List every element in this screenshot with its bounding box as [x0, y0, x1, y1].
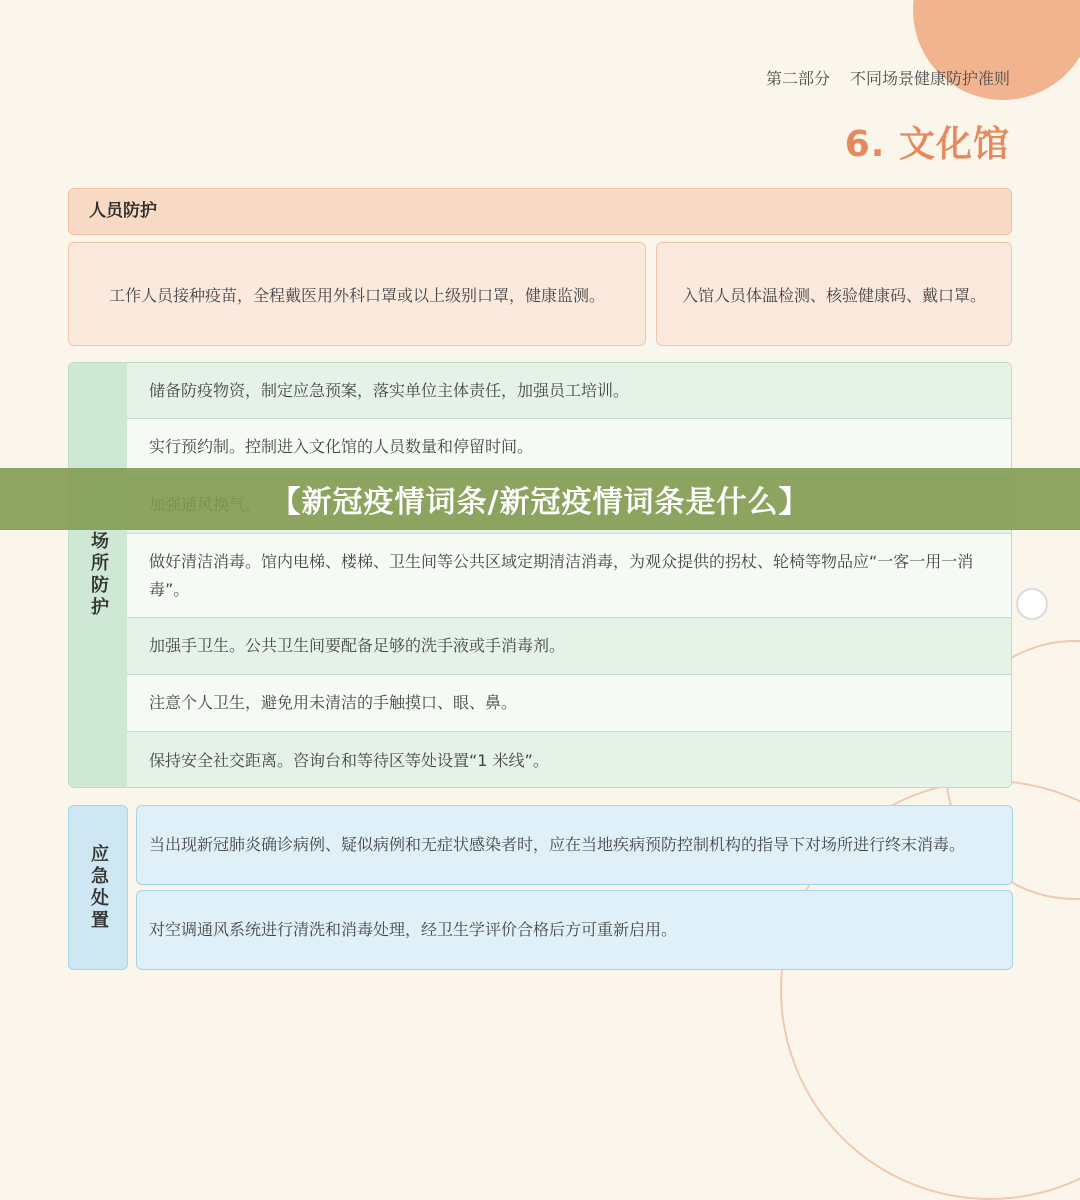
emergency-row: 对空调通风系统进行清洗和消毒处理，经卫生学评价合格后方可重新启用。 — [136, 890, 1013, 970]
venue-protection-label: 场所防护 — [88, 531, 109, 619]
title-banner: 【新冠疫情词条/新冠疫情词条是什么】 — [0, 468, 1080, 530]
emergency-row: 当出现新冠肺炎确诊病例、疑似病例和无症状感染者时，应在当地疾病预防控制机构的指导下对场所进行终末消毒。 — [136, 805, 1013, 885]
venue-protection-panel — [68, 362, 1012, 788]
part-label: 第二部分 — [765, 69, 830, 88]
decorative-ring — [1016, 588, 1048, 620]
emergency-response-label-box — [68, 805, 128, 970]
venue-row: 储备防疫物资，制定应急预案，落实单位主体责任，加强员工培训。 — [127, 363, 1011, 419]
personnel-card-staff: 工作人员接种疫苗，全程戴医用外科口罩或以上级别口罩，健康监测。 — [68, 242, 646, 346]
venue-protection-rows — [127, 363, 1011, 787]
venue-protection-label-box — [69, 363, 127, 787]
personnel-protection-header: 人员防护 — [68, 188, 1012, 235]
section-subtitle — [766, 66, 1010, 89]
venue-row: 实行预约制。控制进入文化馆的人员数量和停留时间。 — [127, 419, 1011, 476]
venue-row: 加强手卫生。公共卫生间要配备足够的洗手液或手消毒剂。 — [127, 618, 1011, 675]
emergency-response-label: 应急处置 — [88, 843, 109, 932]
venue-row: 保持安全社交距离。咨询台和等待区等处设置“1 米线”。 — [127, 732, 1011, 788]
personnel-card-visitors: 入馆人员体温检测、核验健康码、戴口罩。 — [656, 242, 1012, 346]
page-title: 6. 文化馆 — [844, 124, 1010, 165]
venue-row: 做好清洁消毒。馆内电梯、楼梯、卫生间等公共区域定期清洁消毒，为观众提供的拐杖、轮椅等物品应“一客一用一消毒”。 — [127, 534, 1011, 618]
venue-row: 注意个人卫生，避免用未清洁的手触摸口、眼、鼻。 — [127, 675, 1011, 732]
part-title: 不同场景健康防护准则 — [849, 69, 1010, 88]
